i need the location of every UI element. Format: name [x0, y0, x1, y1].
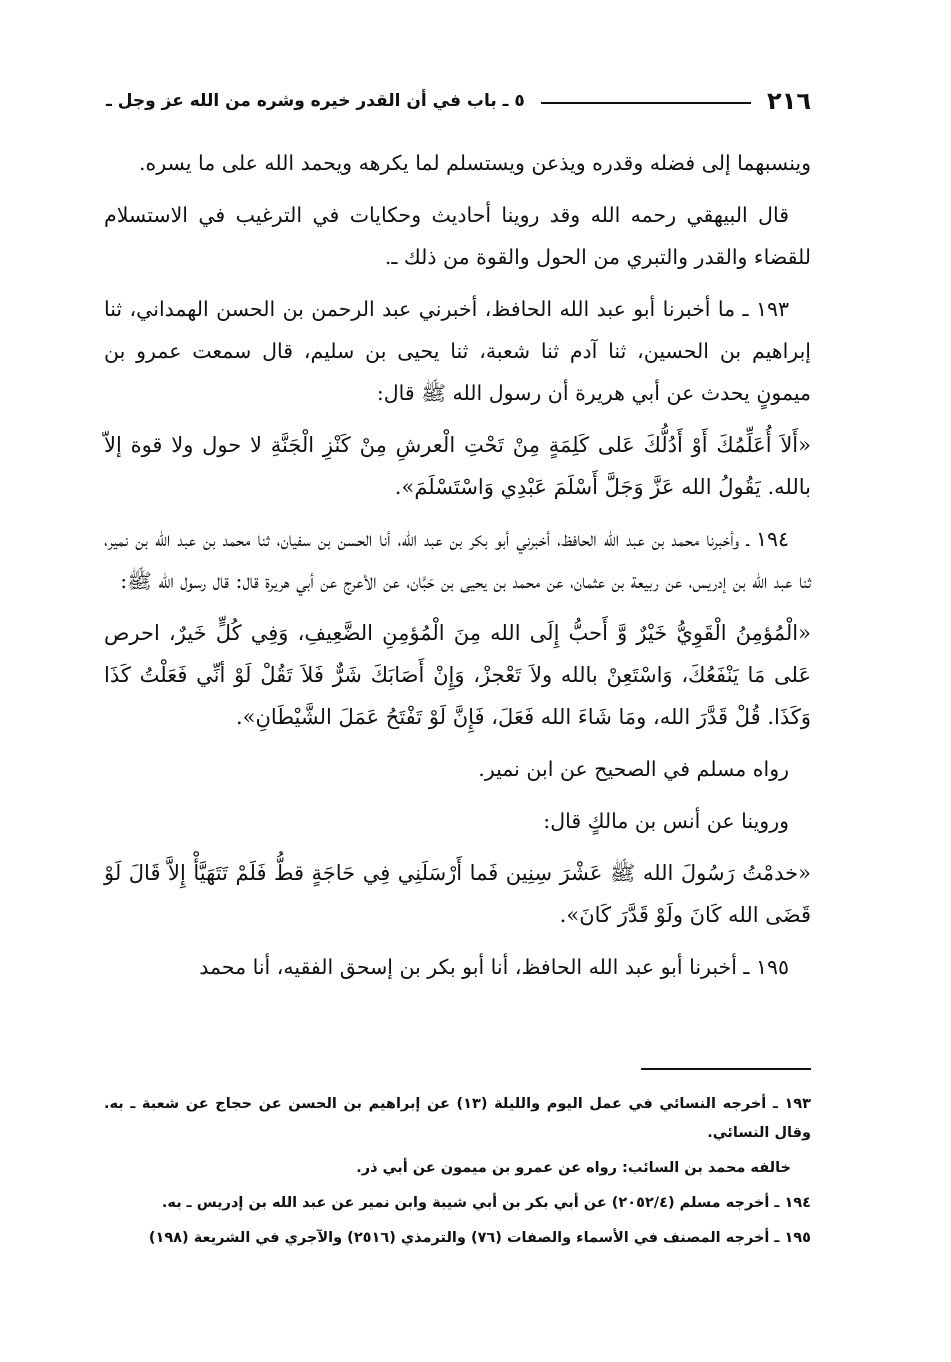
- main-text: [104, 142, 811, 998]
- header-rule: [541, 102, 751, 104]
- footnote-195: ١٩٥ ـ أخرجه المصنف في الأسماء والصفات (٧٦) والترمذي (٢٥١٦) والآجري في الشريعة (١٩٨): [148, 1230, 811, 1246]
- paragraph-1: وينسبهما إلى فضله وقدره ويذعن ويستسلم لما يكرهه ويحمد الله على ما يسره.: [138, 151, 811, 175]
- hadith-194-chain: ١٩٤ ـ وأخبرنا محمد بن عبد الله الحافظ، أخبرني أبو بكر بن عبد الله، أنا الحسن بن سفيان، ثنا محمد بن عبد الله بن نمير، ثنا عبد الله بن إدريس، عن ربيعة بن عثمان، عن محمد بن يحيى بن حَبَّان، عن الأعرج عن أبي هريرة قال: قال رسول الله ﷺ:: [104, 527, 811, 593]
- footnote-193: ١٩٣ ـ أخرجه النسائي في عمل اليوم والليلة (١٣) عن إبراهيم بن الحسن عن حجاج عن شعبة ـ به. وقال النسائي.: [104, 1096, 811, 1141]
- anas-narration-text: «خدمْتُ رَسُولَ الله ﷺ عَشْرَ سِنِين فَما أَرْسَلَنِي فِي حَاجَةٍ قطُّ فَلَمْ تَتَهَيَّأْ إِلاَّ قَالَ لَوْ قَضَى الله كَانَ ولَوْ قَدَّرَ كَانَ».: [104, 861, 811, 927]
- footnote-193-note: خالفه محمد بن السائب: رواه عن عمرو بن ميمون عن أبي ذر.: [356, 1160, 791, 1176]
- hadith-193-chain: ١٩٣ ـ ما أخبرنا أبو عبد الله الحافظ، أخبرني عبد الرحمن بن الحسن الهمداني، ثنا إبراهيم بن الحسين، ثنا آدم ثنا شعبة، ثنا يحيى بن سليم، قال سمعت عمرو بن ميمونٍ يحدث عن أبي هريرة أن رسول الله ﷺ قال:: [104, 297, 811, 405]
- hadith-193-text: «أَلاَ أُعَلِّمُكَ أَوْ أَدُلُّكَ عَلى كَلِمَةٍ مِنْ تَحْتِ الْعرشِ مِنْ كَنْزِ الْجَنَّةِ لا حول ولا قوة إلاّ بالله. يَقُولُ الله عَزَّ وَجَلَّ أَسْلَمَ عَبْدِي وَاسْتَسْلَمَ».: [104, 433, 811, 499]
- chapter-title: ٥ ـ باب في أن القدر خيره وشره من الله عز وجل ـ: [106, 91, 525, 111]
- footnotes: [104, 1090, 811, 1259]
- footnote-separator: [641, 1068, 811, 1070]
- page-number: ٢١٦: [767, 87, 811, 115]
- footnote-194: ١٩٤ ـ أخرجه مسلم (٢٠٥٢/٤) عن أبي بكر بن أبي شيبة وابن نمير عن عبد الله بن إدريس ـ به.: [161, 1195, 811, 1211]
- hadith-194-source: رواه مسلم في الصحيح عن ابن نمير.: [478, 757, 789, 781]
- paragraph-2: قال البيهقي رحمه الله وقد روينا أحاديث وحكايات في الترغيب في الاستسلام للقضاء والقدر والتبري من الحول والقوة من ذلك ـ.: [104, 203, 811, 269]
- hadith-194-text: «الْمُؤمِنُ الْقَوِيُّ خَيْرٌ وَّ أَحبُّ إِلَى الله مِنَ الْمُؤمِنِ الضَّعِيفِ، وَفِي كُلٍّ خَيرٌ، احرص عَلى مَا يَنْفَعُكَ، وَاسْتَعِنْ بالله ولاَ تَعْجزْ، وَإِنْ أَصَابَكَ شَرٌّ فَلاَ تَقُلْ لَوْ أنِّي فَعَلْتُ كَذَا وَكَذَا. قُلْ قَدَّرَ الله، ومَا شَاءَ الله فَعَلَ، فَإِنَّ لَوْ تَفْتَحُ عَمَلَ الشَّيْطَانِ».: [104, 621, 811, 729]
- running-header: [106, 84, 811, 118]
- anas-narration-intro: وروينا عن أنس بن مالكٍ قال:: [543, 809, 789, 833]
- hadith-195-chain: ١٩٥ ـ أخبرنا أبو عبد الله الحافظ، أنا أبو بكر بن إسحق الفقيه، أنا محمد: [199, 955, 789, 979]
